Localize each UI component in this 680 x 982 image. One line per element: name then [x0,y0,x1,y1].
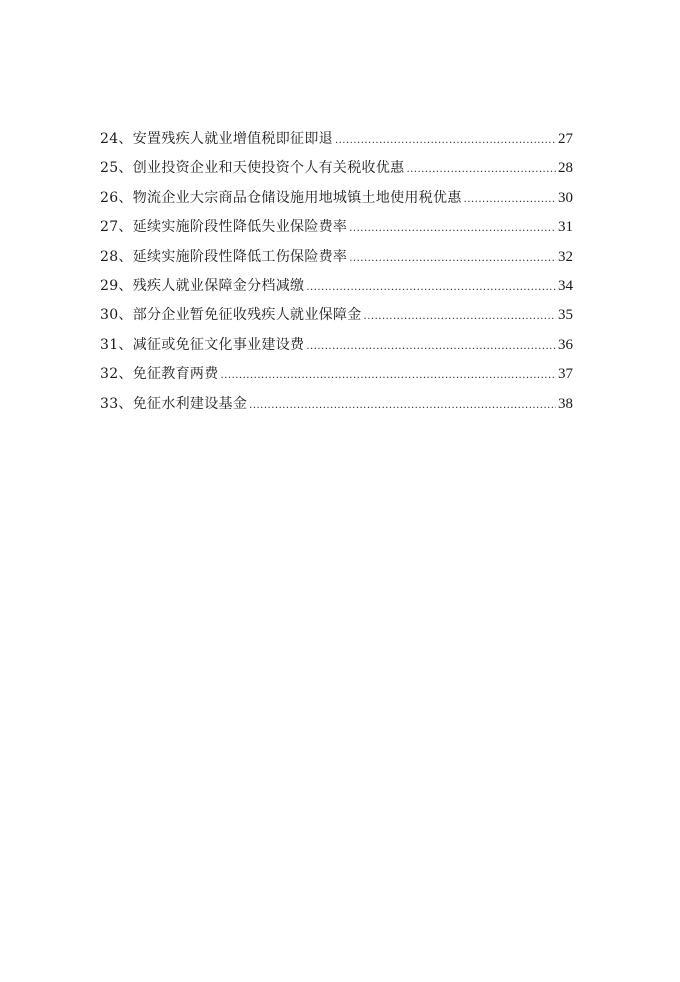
toc-entry-label: 25、创业投资企业和天使投资个人有关税收优惠 [100,160,405,177]
dot-leader [406,155,556,184]
toc-entry-page-number: 31 [558,219,573,236]
toc-entry-page-number: 38 [558,395,573,412]
toc-entry-page-number: 30 [558,189,573,206]
toc-entry-title: 残疾人就业保障金分档减缴 [132,277,305,294]
toc-entry-31[interactable] [100,331,573,360]
toc-entry-title: 免征水利建设基金 [132,395,248,412]
toc-entry-32[interactable] [100,360,573,389]
toc-entry-label: 32、免征教育两费 [100,366,219,383]
table-of-contents [100,125,573,419]
toc-entry-title: 安置残疾人就业增值税即征即退 [132,131,333,147]
toc-entry-label: 26、物流企业大宗商品仓储设施用地城镇土地使用税优惠 [100,189,462,206]
toc-entry-label: 24、安置残疾人就业增值税即征即退 [100,131,333,147]
toc-entry-title: 延续实施阶段性降低工伤保险费率 [132,248,348,265]
toc-entry-number: 27 [100,219,119,236]
toc-entry-page-number: 34 [558,277,573,294]
dot-leader [349,214,556,243]
toc-entry-33[interactable] [100,390,573,419]
toc-entry-page-number: 36 [558,336,573,353]
toc-entry-page-number: 35 [558,307,573,324]
toc-entry-30[interactable] [100,301,573,330]
toc-entry-26[interactable] [100,184,573,213]
toc-entry-page-number: 37 [558,366,573,383]
dot-leader [249,391,556,420]
toc-entry-number: 28 [100,248,119,265]
toc-entry-label: 30、部分企业暂免征收残疾人就业保障金 [100,307,362,324]
toc-entry-title: 创业投资企业和天使投资个人有关税收优惠 [132,160,405,177]
toc-entry-number: 33 [100,395,119,412]
toc-entry-29[interactable] [100,272,573,301]
toc-entry-number: 25 [100,160,119,177]
toc-entry-title: 免征教育两费 [132,366,219,383]
dot-leader [306,332,556,361]
toc-entry-page-number: 32 [558,248,573,265]
dot-leader [221,361,556,390]
dot-leader [335,126,556,155]
toc-entry-number: 29 [100,277,119,294]
toc-entry-28[interactable] [100,243,573,272]
toc-entry-title: 部分企业暂免征收残疾人就业保障金 [132,307,362,324]
toc-entry-title: 减征或免征文化事业建设费 [132,336,305,353]
toc-entry-number: 26 [100,189,119,206]
toc-entry-label: 31、减征或免征文化事业建设费 [100,336,305,353]
toc-entry-label: 28、延续实施阶段性降低工伤保险费率 [100,248,348,265]
toc-entry-number: 30 [100,307,119,324]
dot-leader [349,244,556,273]
dot-leader [306,273,556,302]
toc-entry-title: 物流企业大宗商品仓储设施用地城镇土地使用税优惠 [132,189,462,206]
toc-entry-label: 29、残疾人就业保障金分档减缴 [100,277,305,294]
dot-leader [464,185,556,214]
toc-entry-number: 31 [100,336,119,353]
toc-entry-label: 33、免征水利建设基金 [100,395,248,412]
dot-leader [364,302,556,331]
toc-entry-24[interactable] [100,125,573,154]
toc-entry-page-number: 28 [558,160,573,177]
toc-entry-label: 27、延续实施阶段性降低失业保险费率 [100,219,348,236]
toc-entry-title: 延续实施阶段性降低失业保险费率 [132,219,348,236]
toc-entry-number: 32 [100,366,119,383]
toc-entry-27[interactable] [100,213,573,242]
toc-entry-page-number: 27 [558,131,573,147]
toc-entry-number: 24 [100,131,119,147]
toc-entry-25[interactable] [100,154,573,183]
